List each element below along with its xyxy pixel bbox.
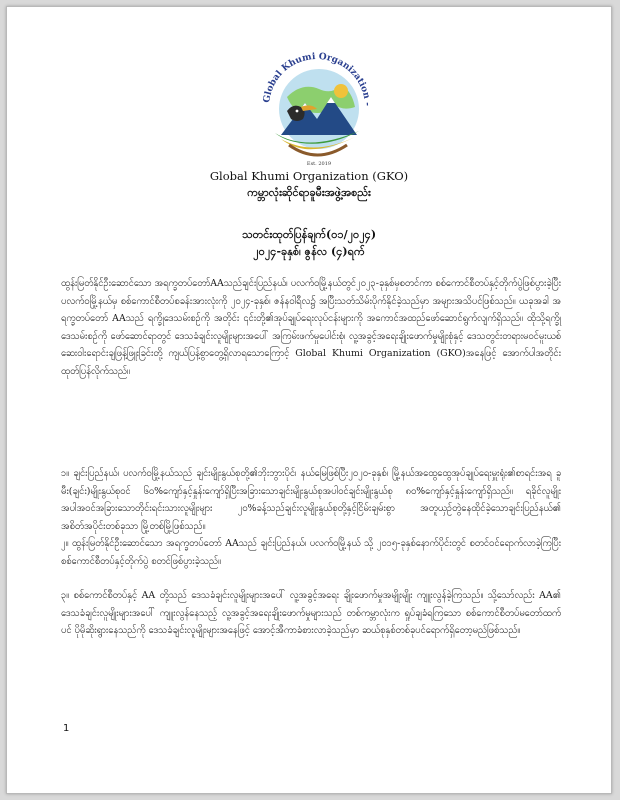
body-paragraph-3: ၃။ စစ်ကောင်စီတပ်နှင့် AA တို့သည် ဒေသခံချင်းလူမျိုးများအပေါ် လူ့အခွင့်အရေး ချိုးဖောက်မှုအမျိုးမျိုး ကျူးလွန်ခဲ့ကြသည်။ သို့သော်လည်း AA၏ ဒေသခံချင်းလူမျိုးများအပေါ် ကျူးလွန်နေသည့် လူ့အခွင့်အရေးချိုးဖောက်မှုများသည် တစ်ကမ္ဘာလုံးက ရှုပ်ချခံရကြသော စစ်ကောင်စီတပ်မတော်ထက်ပင် ပိုမိုဆိုးရွားနေသည်ကို ဒေသခံချင်းလူမျိုးများအနေဖြင့် အောင့်အီကာခံစားလာခဲ့သည်မှာ ဆယ်စုနှစ်တစ်ခုပင်ရောက်ရှိတော့မည်ဖြစ်သည်။ <box>61 590 561 636</box>
organization-name-local: ကမ္ဘာလုံးဆိုင်ရာခူမီးအဖွဲ့အစည်း <box>247 186 371 199</box>
organization-name: Global Khumi Organization (GKO) <box>209 169 409 183</box>
globe-logo-icon <box>247 37 387 172</box>
body-paragraph-1: ၁။ ချင်းပြည်နယ်၊ ပလက်ဝမြို့နယ်သည် ချင်းမျိုးနွယ်စုတို့၏ဘိုးဘွားပိုင်၊ နယ်မြေဖြစ်ပြီး၂၀၂၀-ခုနှစ်၊ မြို့နယ်အထွေထွေအုပ်ချုပ်ရေးမှူးရုံး၏စာရင်းအရ ခူမီး(ချင်း)မျိုးနွယ်စုဝင် ၆၀%ကျော်နှင့်နှုန်းကျော်ရှိပြီးအခြားသောချင်းမျိုးနွယ်စုအပါဝင်ချင်းမျိုးနွယ်စု ၈၀%ကျော်နှင့်နှုန်းကျော်ရှိသည်။ ရခိုင်လူမျိုးအပါအဝင်အခြားသောတိုင်းရင်းသားလူမျိုးများ ၂၀%ခန့်သည်ချင်းလူမျိုးနွယ်စုတို့နှင့်ငြိမ်းချမ်းစွာ အတူယှဉ်တွဲနေထိုင်ခဲ့သောချင်းပြည်နယ်၏ အစိတ်အပိုင်းတစ်ခုသာ မြို့တစ်မြို့ဖြစ်သည်။ <box>61 468 561 532</box>
document-page <box>6 6 612 794</box>
statement-title: သတင်းထုတ်ပြန်ချက်(၀၁/၂၀၂၄) <box>241 228 377 241</box>
gko-logo <box>247 37 387 172</box>
logo-est-text: Est. 2019 <box>306 161 332 167</box>
body-paragraph-2: ၂။ ထွန်းမြတ်နိုင်ဦးဆောင်သော အရက္ခတပ်တော် AAသည် ချင်းပြည်နယ်၊ ပလက်ဝမြို့နယ် သို့ ၂၀၁၅-ခုနှစ်နောက်ပိုင်းတွင် စတင်ဝင်ရောက်လာခဲ့ကြပြီး စစ်ကောင်စီတပ်နှင့်တိုက်ပွဲ စတင်ဖြစ်ပွားခဲ့သည်။ <box>61 538 561 567</box>
statement-date: ၂၀၂၄-ခုနှစ်၊ ဇွန်လ (၄)ရက် <box>253 245 365 258</box>
page-number: 1 <box>63 723 70 734</box>
body-paragraph-intro: ထွန်းမြတ်နိုင်ဦးဆောင်သော အရက္ခတပ်တော်AAသည်ချင်းပြည်နယ်၊ ပလက်ဝမြို့နယ်တွင်၂၀၂၃-ခုနှစ်မှစတင်ကာ စစ်ကောင်စီတပ်နှင့်တိုက်ပွဲဖြစ်ပွားခဲ့ပြီး ပလက်ဝမြို့နယ်မှ စစ်ကောင်စီတပ်စခန်းအားလုံးကို ၂၀၂၄-ခုနှစ်၊ ဇန်နဝါရီလ၌ အပြီးသတ်သိမ်းပိုက်နိုင်ခဲ့သည်မှာ အများအသိပင်ဖြစ်သည်။ ယခုအခါ အရက္ခတပ်တော် AAသည် ရက္ခိုဒေသမ်းစဉ်ကို အတိုင်း ၎င်းတို့၏အုပ်ချုပ်ရေးလုပ်ငန်းများကို အကောင်အထည်ဖော်ဆောင်ရွက်လျက်ရှိသည်။ ထိုသို့ရက္ခိုဒေသမ်းစဉ်ကို ဖော်ဆောင်ရာတွင် ဒေသခံချင်းလူမျိုးများအပေါ် အကြမ်းဖက်မှုပေါင်းစုံ၊ လူ့အခွင့်အရေးချိုးဖောက်မှုမျိုးစုံနှင့် ဒေသတွင်းတရားမဝင်မူးယစ်ဆေးဝါးရောင်းချဖြန့်ဖြူးခြင်းတို့ ကျယ်ပြန့်စွာတွေ့ရှိလာရသောကြောင့် Global Khumi Organization (GKO)အနေဖြင့် အောက်ပါအတိုင်းထုတ်ပြန်လိုက်သည်။ <box>61 278 561 377</box>
logo-arc-text: Global Khumi Organization - <box>262 51 373 107</box>
